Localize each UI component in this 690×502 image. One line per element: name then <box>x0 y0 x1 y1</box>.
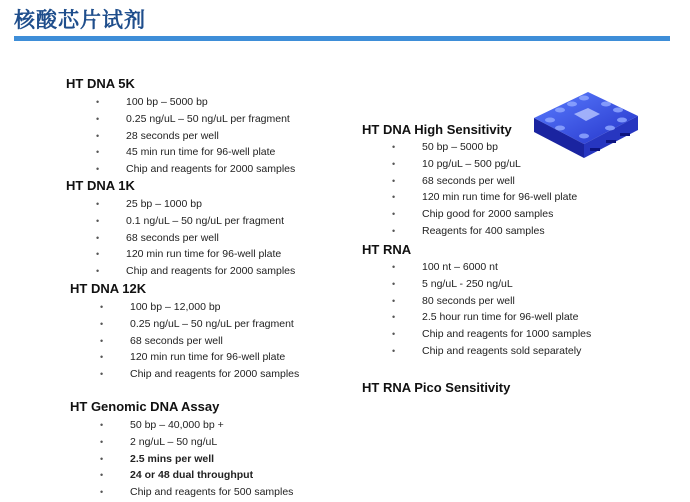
bullet-icon: • <box>392 262 396 272</box>
list-item: • 0.1 ng/uL – 50 ng/uL per fragment <box>96 213 135 230</box>
bullet-icon: • <box>392 345 396 356</box>
section-title: HT DNA 5K <box>66 76 135 91</box>
section-title: HT DNA 12K <box>70 281 147 296</box>
list-item: • 2.5 hour run time for 96-well plate <box>392 309 411 326</box>
list-item: • 25 bp – 1000 bp <box>96 196 135 213</box>
list-item: • 5 ng/uL - 250 ng/uL <box>392 276 411 293</box>
bullet-icon: • <box>100 436 104 447</box>
spec-list <box>100 417 294 501</box>
bullet-icon: • <box>392 209 396 220</box>
bullet-icon: • <box>392 142 396 152</box>
list-item: • Chip and reagents for 2000 samples <box>96 263 135 280</box>
list-item: • 100 bp – 5000 bp <box>96 94 135 111</box>
section-title: HT DNA High Sensitivity <box>362 122 512 137</box>
spec-list <box>392 139 578 240</box>
bullet-icon: • <box>96 249 100 260</box>
list-item: • 0.25 ng/uL – 50 ng/uL per fragment <box>100 316 146 333</box>
bullet-icon: • <box>392 192 396 203</box>
bullet-icon: • <box>392 312 396 323</box>
bullet-icon: • <box>100 369 104 380</box>
list-item: • 100 bp – 12,000 bp <box>100 299 146 316</box>
list-item: • Chip and reagents for 500 samples <box>100 484 219 501</box>
list-item: • 50 bp – 40,000 bp + <box>100 417 219 434</box>
list-item: • Chip and reagents for 2000 samples <box>100 366 146 383</box>
list-item: • 24 or 48 dual throughput <box>100 467 219 484</box>
spec-list <box>100 299 300 383</box>
bullet-icon: • <box>392 329 396 340</box>
bullet-icon: • <box>100 335 104 346</box>
title-divider <box>14 36 670 41</box>
section-ht-dna-12k <box>70 280 300 383</box>
list-item: • 120 min run time for 96-well plate <box>392 189 512 206</box>
list-item: • 68 seconds per well <box>96 230 135 247</box>
list-item: • 100 nt – 6000 nt <box>392 259 411 276</box>
spec-list <box>96 94 296 178</box>
list-item: • 68 seconds per well <box>100 333 146 350</box>
list-item: • 68 seconds per well <box>392 173 512 190</box>
section-title: HT DNA 1K <box>66 178 135 193</box>
bullet-icon: • <box>100 453 104 464</box>
list-item: • 50 bp – 5000 bp <box>392 139 512 156</box>
bullet-icon: • <box>392 225 396 236</box>
list-item: • 2 ng/uL – 50 ng/uL <box>100 434 219 451</box>
bullet-icon: • <box>96 164 100 175</box>
list-item: • Chip and reagents for 1000 samples <box>392 326 411 343</box>
bullet-icon: • <box>96 97 100 107</box>
bullet-icon: • <box>392 278 396 289</box>
section-ht-genomic-dna <box>70 398 294 501</box>
bullet-icon: • <box>96 130 100 141</box>
bullet-icon: • <box>392 295 396 306</box>
list-item: • 120 min run time for 96-well plate <box>96 246 135 263</box>
list-item: • 0.25 ng/uL – 50 ng/uL per fragment <box>96 111 135 128</box>
section-title: HT RNA <box>362 242 412 257</box>
list-item: • Chip good for 2000 samples <box>392 206 512 223</box>
section-ht-dna-1k <box>66 177 296 280</box>
page-title: 核酸芯片试剂 <box>14 8 146 32</box>
spec-list <box>96 196 296 280</box>
bullet-icon: • <box>392 175 396 186</box>
microfluidic-chip-icon <box>530 88 642 168</box>
bullet-icon: • <box>96 232 100 243</box>
bullet-icon: • <box>96 199 100 209</box>
bullet-icon: • <box>96 147 100 158</box>
list-item: • 28 seconds per well <box>96 128 135 145</box>
bullet-icon: • <box>100 352 104 363</box>
section-ht-dna-5k <box>66 75 296 178</box>
bullet-icon: • <box>96 266 100 277</box>
section-ht-rna-pico <box>362 379 510 396</box>
list-item: • 120 min run time for 96-well plate <box>100 349 146 366</box>
section-title: HT RNA Pico Sensitivity <box>362 380 511 395</box>
list-item: • 10 pg/uL – 500 pg/uL <box>392 156 512 173</box>
list-item: • Chip and reagents for 2000 samples <box>96 161 135 178</box>
section-ht-rna <box>362 241 592 360</box>
list-item: • 80 seconds per well <box>392 293 411 310</box>
list-item: • Chip and reagents sold separately <box>392 343 411 360</box>
section-ht-dna-high-sensitivity <box>362 121 578 240</box>
spec-list <box>392 259 592 360</box>
bullet-icon: • <box>100 318 104 329</box>
bullet-icon: • <box>100 470 104 481</box>
bullet-icon: • <box>96 113 100 124</box>
list-item: • 2.5 mins per well <box>100 451 219 468</box>
bullet-icon: • <box>100 420 104 430</box>
bullet-icon: • <box>392 158 396 169</box>
bullet-icon: • <box>100 302 104 312</box>
list-item: • Reagents for 400 samples <box>392 223 512 240</box>
section-title: HT Genomic DNA Assay <box>70 399 220 414</box>
list-item: • 45 min run time for 96-well plate <box>96 144 135 161</box>
bullet-icon: • <box>96 215 100 226</box>
bullet-icon: • <box>100 487 104 498</box>
